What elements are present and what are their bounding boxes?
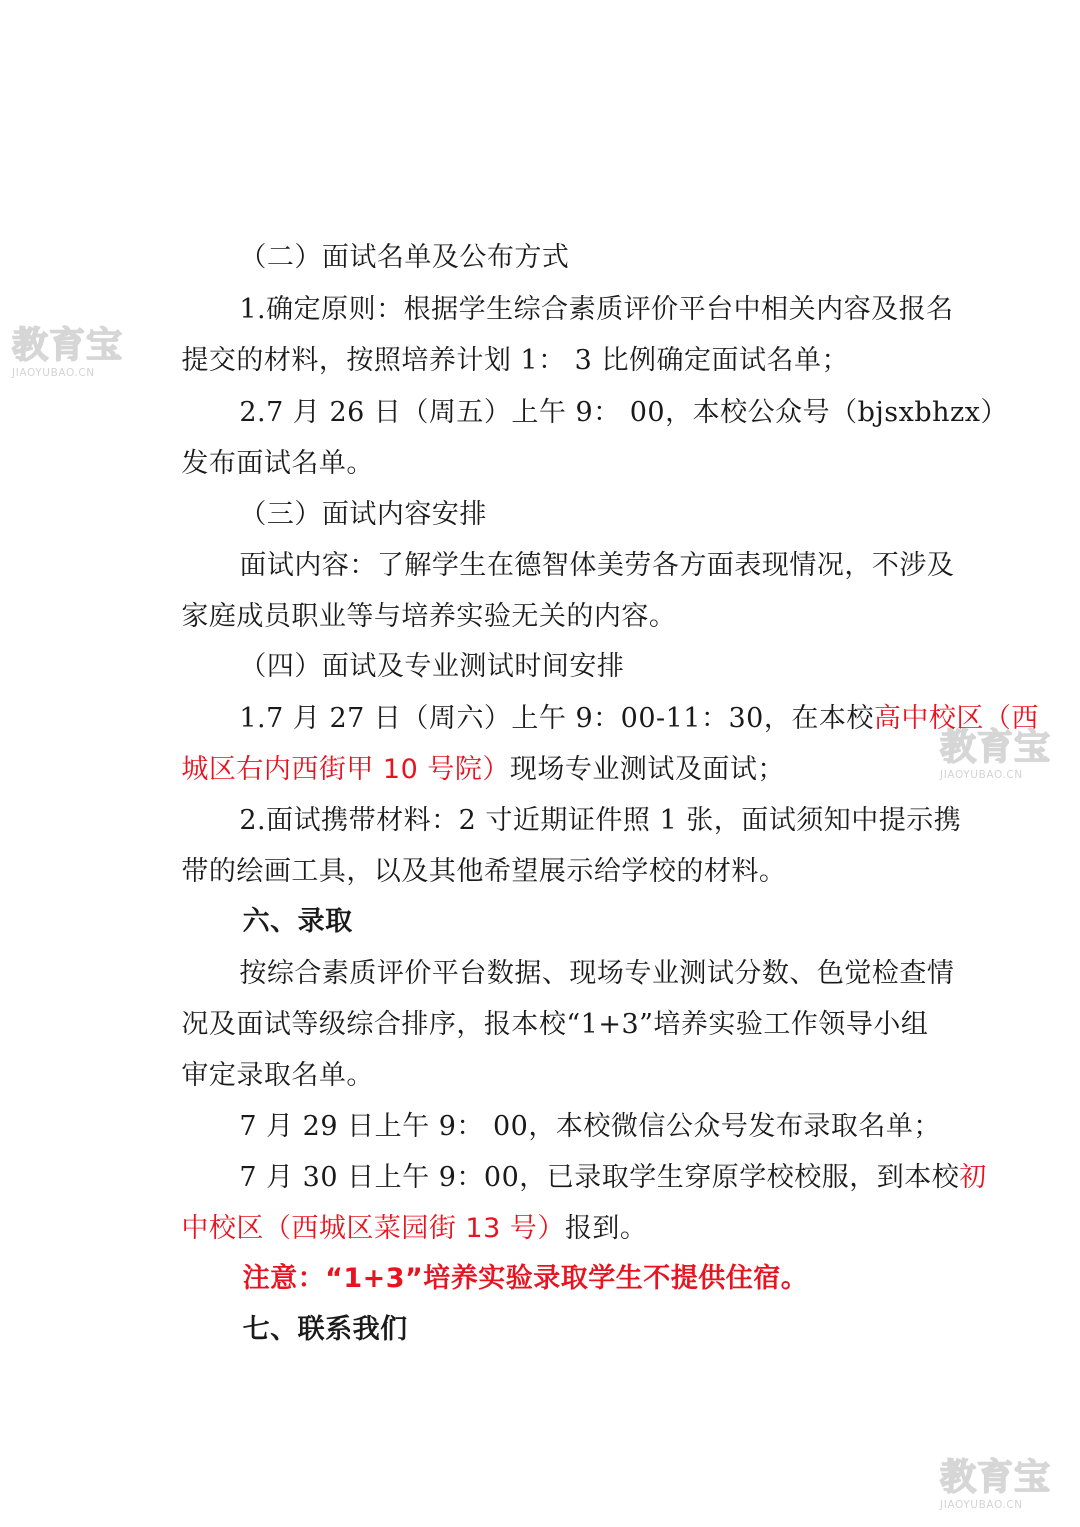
watermark-logo: 教育宝 <box>12 325 124 366</box>
watermark-url: JIAOYUBAO.CN <box>940 769 1023 781</box>
watermark-url: JIAOYUBAO.CN <box>12 367 95 379</box>
paragraph-line: 况及面试等级综合排序，报本校“1+3”培养实验工作领导小组 <box>181 1009 929 1040</box>
section-heading-interview-content: （三）面试内容安排 <box>239 499 487 530</box>
watermark-logo: 教育宝 <box>940 727 1052 768</box>
paragraph-line: 7 月 29 日上午 9： 00，本校微信公众号发布录取名单； <box>239 1111 941 1142</box>
paragraph-line: 中校区（西城区菜园街 13 号）报到。 <box>181 1213 648 1244</box>
section-heading-admission: 六、录取 <box>242 906 353 937</box>
notice-no-accommodation: 注意：“1+3”培养实验录取学生不提供住宿。 <box>242 1263 809 1294</box>
section-heading-interview-list: （二）面试名单及公布方式 <box>239 242 570 273</box>
section-heading-interview-schedule: （四）面试及专业测试时间安排 <box>239 651 625 682</box>
paragraph-line: 城区右内西街甲 10 号院）现场专业测试及面试； <box>181 754 785 785</box>
highlight-location: 中校区（西城区菜园街 13 号） <box>181 1213 565 1244</box>
watermark-bottom-right <box>940 1458 1060 1518</box>
watermark-url: JIAOYUBAO.CN <box>940 1499 1023 1511</box>
watermark-logo: 教育宝 <box>940 1457 1052 1498</box>
paragraph-line: 审定录取名单。 <box>181 1060 374 1091</box>
paragraph-line: 1.确定原则：根据学生综合素质评价平台中相关内容及报名 <box>239 294 954 325</box>
section-heading-contact-us: 七、联系我们 <box>242 1314 408 1345</box>
highlight-location: 城区右内西街甲 10 号院） <box>181 754 510 785</box>
highlight-location: 高中校区（西 <box>873 703 1039 734</box>
paragraph-line: 2.面试携带材料：2 寸近期证件照 1 张，面试须知中提示携 <box>239 805 962 836</box>
highlight-location: 初 <box>959 1162 987 1193</box>
paragraph-line: 带的绘画工具，以及其他希望展示给学校的材料。 <box>181 856 787 887</box>
paragraph-line: 发布面试名单。 <box>181 448 374 479</box>
paragraph-line: 面试内容：了解学生在德智体美劳各方面表现情况，不涉及 <box>239 550 955 581</box>
paragraph-line: 提交的材料，按照培养计划 1： 3 比例确定面试名单； <box>181 345 849 376</box>
paragraph-line: 1.7 月 27 日（周六）上午 9：00-11：30，在本校高中校区（西 <box>239 703 1039 734</box>
paragraph-line: 2.7 月 26 日（周五）上午 9： 00，本校公众号（bjsxbhzx） <box>239 397 1008 428</box>
paragraph-line: 家庭成员职业等与培养实验无关的内容。 <box>181 601 677 632</box>
paragraph-line: 按综合素质评价平台数据、现场专业测试分数、色觉检查情 <box>239 958 955 989</box>
paragraph-line: 7 月 30 日上午 9：00，已录取学生穿原学校校服，到本校初 <box>239 1162 987 1193</box>
